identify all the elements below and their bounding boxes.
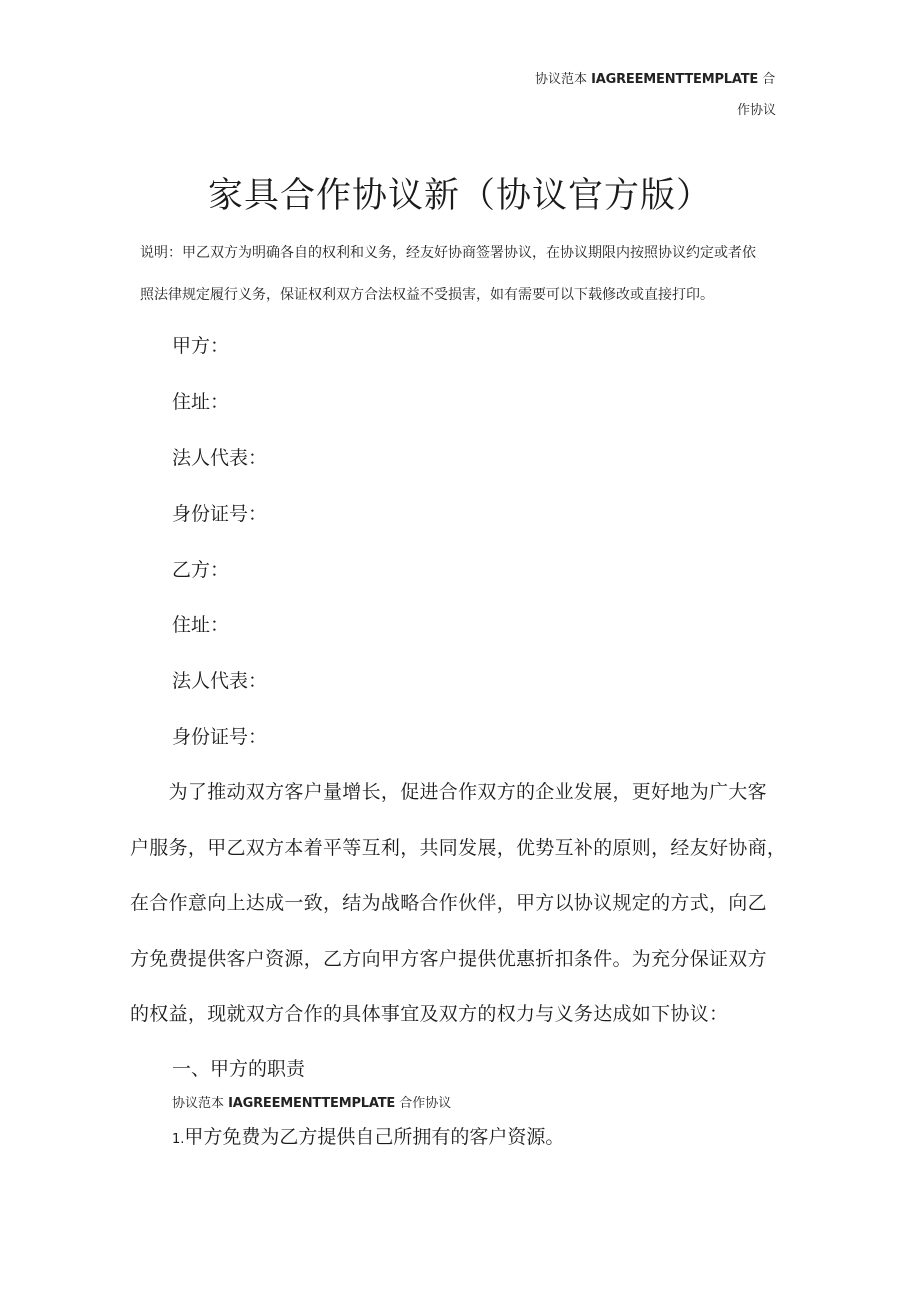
footer-prefix: 协议范本	[172, 1096, 225, 1111]
intro-paragraph-line: 为了推动双方客户量增长，促进合作双方的企业发展，更好地为广大客	[130, 781, 767, 803]
clause-1	[172, 1122, 564, 1149]
intro-paragraph-line: 在合作意向上达成一致，结为战略合作伙伴，甲方以协议规定的方式，向乙	[130, 892, 767, 914]
intro-paragraph-line: 的权益，现就双方合作的具体事宜及双方的权力与义务达成如下协议：	[130, 1003, 729, 1025]
header-template-bold: IAGREEMENTTEMPLATE	[591, 72, 759, 87]
party-a-rep-label: 法人代表：	[172, 447, 268, 469]
party-a-address-label: 住址：	[172, 391, 230, 413]
description-line-1: 说明：甲乙双方为明确各自的权利和义务，经友好协商签署协议，在协议期限内按照协议约定或者依	[140, 245, 756, 261]
party-a-id-label: 身份证号：	[172, 503, 268, 525]
section-heading-party-a-duties: 一、甲方的职责	[172, 1058, 306, 1080]
party-b-address-label: 住址：	[172, 614, 230, 636]
header-template-label	[535, 68, 775, 87]
intro-paragraph-line: 方免费提供客户资源，乙方向甲方客户提供优惠折扣条件。为充分保证双方	[130, 948, 767, 970]
party-b-name-label: 乙方：	[172, 559, 230, 581]
intro-paragraph-line: 户服务，甲乙双方本着平等互利，共同发展，优势互补的原则，经友好协商，	[130, 837, 787, 859]
header-template-label-continued: 作协议	[737, 103, 777, 118]
party-b-rep-label: 法人代表：	[172, 670, 268, 692]
clause-number: 1.	[172, 1132, 185, 1147]
party-b-id-label: 身份证号：	[172, 726, 268, 748]
footer-template-label	[172, 1092, 451, 1111]
header-prefix: 协议范本	[535, 72, 588, 87]
document-title: 家具合作协议新（协议官方版）	[207, 176, 712, 216]
footer-suffix: 合作协议	[399, 1096, 452, 1111]
header-suffix: 合	[762, 72, 776, 87]
footer-template-bold: IAGREEMENTTEMPLATE	[228, 1096, 396, 1111]
clause-text: 甲方免费为乙方提供自己所拥有的客户资源。	[184, 1126, 565, 1148]
party-a-name-label: 甲方：	[172, 335, 230, 357]
description-line-2: 照法律规定履行义务，保证权利双方合法权益不受损害，如有需要可以下载修改或直接打印。	[140, 287, 714, 303]
